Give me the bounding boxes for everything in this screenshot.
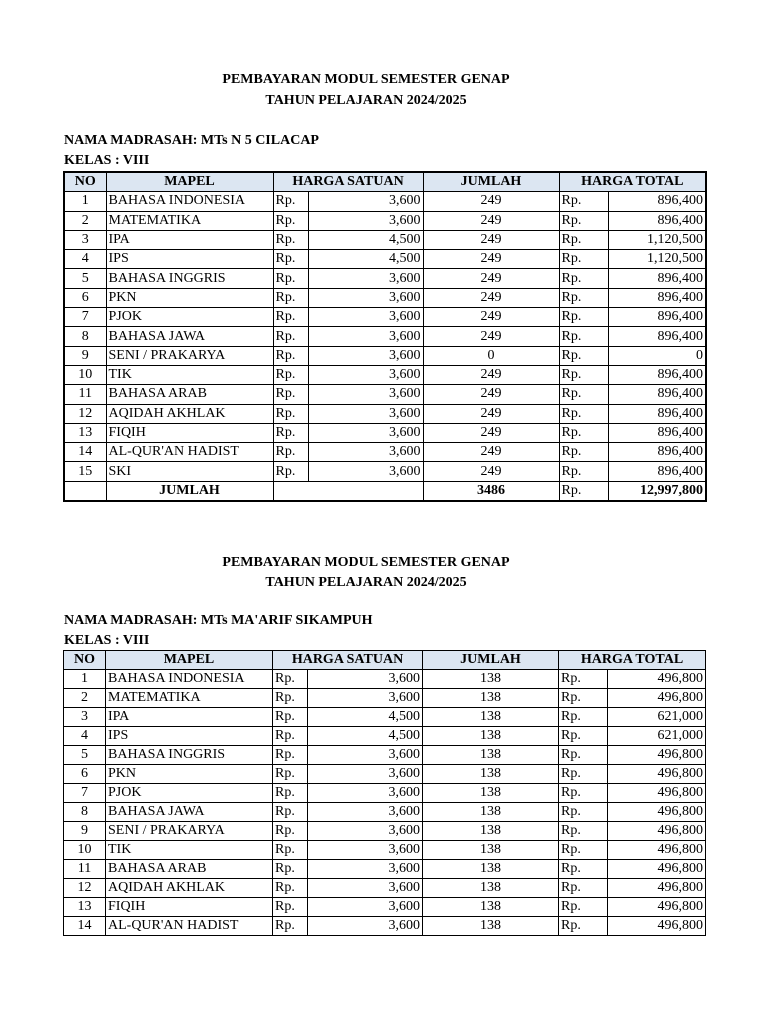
- row-harga-satuan: 3,600: [308, 327, 423, 346]
- row-harga-total: 1,120,500: [608, 230, 706, 249]
- section1-title-line1: PEMBAYARAN MODUL SEMESTER GENAP: [222, 72, 510, 87]
- row-total-currency: Rp.: [559, 211, 608, 230]
- table-row: [64, 784, 706, 803]
- row-harga-total: 496,800: [608, 898, 706, 917]
- row-harga-currency: Rp.: [273, 784, 308, 803]
- row-total-currency: Rp.: [559, 860, 608, 879]
- row-harga-total: 496,800: [608, 879, 706, 898]
- header-no: NO: [64, 172, 106, 192]
- row-mapel: BAHASA JAWA: [106, 803, 273, 822]
- row-harga-currency: Rp.: [273, 860, 308, 879]
- row-harga-total: 496,800: [608, 803, 706, 822]
- row-mapel: BAHASA INGGRIS: [106, 269, 273, 288]
- row-total-currency: Rp.: [559, 443, 608, 462]
- row-total-currency: Rp.: [559, 250, 608, 269]
- row-harga-satuan: 3,600: [308, 443, 423, 462]
- row-harga-currency: Rp.: [273, 689, 308, 708]
- table-row: [64, 404, 706, 423]
- row-mapel: BAHASA INDONESIA: [106, 192, 273, 211]
- row-harga-currency: Rp.: [273, 269, 308, 288]
- row-total-currency: Rp.: [559, 917, 608, 936]
- row-harga-total: 896,400: [608, 269, 706, 288]
- table-row: [64, 803, 706, 822]
- row-no: 15: [64, 462, 106, 481]
- row-total-currency: Rp.: [559, 308, 608, 327]
- table-row: [64, 860, 706, 879]
- row-total-currency: Rp.: [559, 879, 608, 898]
- row-harga-total: 496,800: [608, 822, 706, 841]
- row-total-currency: Rp.: [559, 822, 608, 841]
- row-harga-satuan: 3,600: [308, 746, 423, 765]
- header-harga-satuan: HARGA SATUAN: [273, 651, 423, 670]
- row-harga-satuan: 3,600: [308, 784, 423, 803]
- row-no: 11: [64, 385, 106, 404]
- row-jumlah: 138: [423, 670, 559, 689]
- row-harga-total: 896,400: [608, 288, 706, 307]
- row-mapel: FIQIH: [106, 898, 273, 917]
- row-mapel: IPA: [106, 708, 273, 727]
- row-jumlah: 249: [423, 269, 559, 288]
- row-no: 7: [64, 308, 106, 327]
- row-harga-total: 896,400: [608, 365, 706, 384]
- row-harga-currency: Rp.: [273, 423, 308, 442]
- table-row: [64, 670, 706, 689]
- row-harga-satuan: 3,600: [308, 404, 423, 423]
- row-jumlah: 138: [423, 879, 559, 898]
- header-mapel: MAPEL: [106, 651, 273, 670]
- total-row-harga-empty: [273, 481, 423, 501]
- row-harga-satuan: 3,600: [308, 308, 423, 327]
- row-jumlah: 249: [423, 211, 559, 230]
- row-jumlah: 249: [423, 308, 559, 327]
- row-harga-currency: Rp.: [273, 841, 308, 860]
- row-harga-currency: Rp.: [273, 708, 308, 727]
- row-harga-satuan: 3,600: [308, 689, 423, 708]
- row-no: 2: [64, 689, 106, 708]
- row-harga-satuan: 3,600: [308, 860, 423, 879]
- row-harga-currency: Rp.: [273, 385, 308, 404]
- row-jumlah: 249: [423, 404, 559, 423]
- row-jumlah: 249: [423, 443, 559, 462]
- row-no: 3: [64, 708, 106, 727]
- table-row: [64, 822, 706, 841]
- row-total-currency: Rp.: [559, 404, 608, 423]
- row-mapel: AQIDAH AKHLAK: [106, 879, 273, 898]
- row-no: 13: [64, 423, 106, 442]
- row-jumlah: 0: [423, 346, 559, 365]
- row-no: 10: [64, 365, 106, 384]
- row-harga-total: 896,400: [608, 462, 706, 481]
- total-row-label: JUMLAH: [106, 481, 273, 501]
- row-no: 1: [64, 670, 106, 689]
- row-harga-currency: Rp.: [273, 822, 308, 841]
- row-harga-currency: Rp.: [273, 365, 308, 384]
- row-harga-satuan: 3,600: [308, 879, 423, 898]
- row-harga-satuan: 3,600: [308, 288, 423, 307]
- row-harga-satuan: 3,600: [308, 841, 423, 860]
- row-total-currency: Rp.: [559, 708, 608, 727]
- row-jumlah: 138: [423, 784, 559, 803]
- row-no: 6: [64, 288, 106, 307]
- section1-payment-table: [63, 171, 707, 502]
- row-total-currency: Rp.: [559, 898, 608, 917]
- row-mapel: AQIDAH AKHLAK: [106, 404, 273, 423]
- row-harga-total: 896,400: [608, 385, 706, 404]
- row-jumlah: 138: [423, 803, 559, 822]
- row-mapel: TIK: [106, 841, 273, 860]
- section1-kelas-label: KELAS : VIII: [64, 153, 150, 168]
- row-total-currency: Rp.: [559, 784, 608, 803]
- row-harga-total: 496,800: [608, 784, 706, 803]
- row-harga-currency: Rp.: [273, 727, 308, 746]
- table-row: [64, 746, 706, 765]
- table-row: [64, 841, 706, 860]
- row-harga-satuan: 3,600: [308, 385, 423, 404]
- row-jumlah: 138: [423, 822, 559, 841]
- row-total-currency: Rp.: [559, 423, 608, 442]
- section1-title-line2: TAHUN PELAJARAN 2024/2025: [265, 93, 467, 108]
- row-harga-total: 1,120,500: [608, 250, 706, 269]
- row-harga-currency: Rp.: [273, 462, 308, 481]
- row-harga-total: 896,400: [608, 443, 706, 462]
- row-no: 8: [64, 803, 106, 822]
- row-harga-satuan: 3,600: [308, 670, 423, 689]
- row-no: 9: [64, 346, 106, 365]
- row-no: 3: [64, 230, 106, 249]
- row-harga-currency: Rp.: [273, 670, 308, 689]
- row-mapel: IPS: [106, 727, 273, 746]
- row-harga-satuan: 3,600: [308, 803, 423, 822]
- row-jumlah: 249: [423, 192, 559, 211]
- table-header-row: [64, 172, 706, 192]
- row-mapel: PJOK: [106, 784, 273, 803]
- table-row: [64, 423, 706, 442]
- header-harga-satuan: HARGA SATUAN: [273, 172, 423, 192]
- row-harga-satuan: 4,500: [308, 230, 423, 249]
- table-row: [64, 898, 706, 917]
- row-mapel: TIK: [106, 365, 273, 384]
- row-jumlah: 138: [423, 765, 559, 784]
- row-jumlah: 138: [423, 860, 559, 879]
- row-harga-currency: Rp.: [273, 746, 308, 765]
- row-mapel: AL-QUR'AN HADIST: [106, 917, 273, 936]
- row-no: 9: [64, 822, 106, 841]
- row-harga-satuan: 3,600: [308, 269, 423, 288]
- row-jumlah: 138: [423, 898, 559, 917]
- row-total-currency: Rp.: [559, 230, 608, 249]
- row-total-currency: Rp.: [559, 192, 608, 211]
- table-row: [64, 765, 706, 784]
- row-total-currency: Rp.: [559, 803, 608, 822]
- row-harga-satuan: 3,600: [308, 462, 423, 481]
- row-harga-currency: Rp.: [273, 192, 308, 211]
- row-harga-satuan: 3,600: [308, 423, 423, 442]
- section2-kelas-label: KELAS : VIII: [64, 633, 150, 648]
- row-no: 10: [64, 841, 106, 860]
- row-harga-currency: Rp.: [273, 327, 308, 346]
- row-jumlah: 138: [423, 708, 559, 727]
- table-row: [64, 250, 706, 269]
- row-total-currency: Rp.: [559, 462, 608, 481]
- total-row-jumlah: 3486: [423, 481, 559, 501]
- header-harga-total: HARGA TOTAL: [559, 651, 706, 670]
- row-mapel: IPA: [106, 230, 273, 249]
- row-mapel: BAHASA INDONESIA: [106, 670, 273, 689]
- row-mapel: BAHASA ARAB: [106, 385, 273, 404]
- row-total-currency: Rp.: [559, 269, 608, 288]
- row-total-currency: Rp.: [559, 670, 608, 689]
- row-harga-satuan: 4,500: [308, 708, 423, 727]
- row-no: 14: [64, 917, 106, 936]
- header-jumlah: JUMLAH: [423, 172, 559, 192]
- row-jumlah: 138: [423, 841, 559, 860]
- row-harga-satuan: 3,600: [308, 917, 423, 936]
- row-harga-satuan: 3,600: [308, 346, 423, 365]
- row-total-currency: Rp.: [559, 365, 608, 384]
- row-harga-total: 896,400: [608, 211, 706, 230]
- row-total-currency: Rp.: [559, 689, 608, 708]
- row-harga-total: 496,800: [608, 689, 706, 708]
- row-no: 4: [64, 250, 106, 269]
- row-mapel: SENI / PRAKARYA: [106, 346, 273, 365]
- row-total-currency: Rp.: [559, 346, 608, 365]
- row-total-currency: Rp.: [559, 727, 608, 746]
- table-header-row: [64, 651, 706, 670]
- row-no: 12: [64, 879, 106, 898]
- section2-title-line2: TAHUN PELAJARAN 2024/2025: [265, 575, 467, 590]
- row-harga-currency: Rp.: [273, 211, 308, 230]
- row-harga-total: 896,400: [608, 192, 706, 211]
- row-harga-currency: Rp.: [273, 879, 308, 898]
- row-harga-currency: Rp.: [273, 230, 308, 249]
- row-mapel: FIQIH: [106, 423, 273, 442]
- row-harga-currency: Rp.: [273, 803, 308, 822]
- row-total-currency: Rp.: [559, 288, 608, 307]
- row-jumlah: 249: [423, 250, 559, 269]
- row-mapel: BAHASA ARAB: [106, 860, 273, 879]
- row-jumlah: 249: [423, 230, 559, 249]
- table-row: [64, 308, 706, 327]
- row-jumlah: 249: [423, 288, 559, 307]
- row-harga-total: 621,000: [608, 708, 706, 727]
- total-row-empty: [64, 481, 106, 501]
- row-jumlah: 138: [423, 727, 559, 746]
- row-no: 5: [64, 746, 106, 765]
- row-harga-total: 896,400: [608, 327, 706, 346]
- row-no: 11: [64, 860, 106, 879]
- table-row: [64, 365, 706, 384]
- row-harga-satuan: 3,600: [308, 192, 423, 211]
- row-no: 5: [64, 269, 106, 288]
- row-no: 8: [64, 327, 106, 346]
- row-harga-currency: Rp.: [273, 250, 308, 269]
- section2-title-line1: PEMBAYARAN MODUL SEMESTER GENAP: [222, 555, 510, 570]
- row-total-currency: Rp.: [559, 746, 608, 765]
- row-mapel: PKN: [106, 765, 273, 784]
- row-no: 12: [64, 404, 106, 423]
- table-row: [64, 443, 706, 462]
- row-harga-satuan: 4,500: [308, 250, 423, 269]
- row-harga-currency: Rp.: [273, 765, 308, 784]
- table-row: [64, 385, 706, 404]
- row-harga-total: 496,800: [608, 670, 706, 689]
- row-total-currency: Rp.: [559, 765, 608, 784]
- row-mapel: MATEMATIKA: [106, 689, 273, 708]
- row-harga-satuan: 3,600: [308, 898, 423, 917]
- table-row: [64, 269, 706, 288]
- header-mapel: MAPEL: [106, 172, 273, 192]
- row-total-currency: Rp.: [559, 841, 608, 860]
- row-no: 4: [64, 727, 106, 746]
- row-no: 13: [64, 898, 106, 917]
- row-mapel: BAHASA INGGRIS: [106, 746, 273, 765]
- row-jumlah: 249: [423, 365, 559, 384]
- row-harga-total: 896,400: [608, 423, 706, 442]
- row-harga-currency: Rp.: [273, 288, 308, 307]
- row-total-currency: Rp.: [559, 327, 608, 346]
- row-harga-total: 496,800: [608, 746, 706, 765]
- row-jumlah: 249: [423, 327, 559, 346]
- total-row: [64, 481, 706, 501]
- table-row: [64, 346, 706, 365]
- row-jumlah: 249: [423, 385, 559, 404]
- row-mapel: AL-QUR'AN HADIST: [106, 443, 273, 462]
- row-harga-currency: Rp.: [273, 443, 308, 462]
- row-harga-total: 896,400: [608, 404, 706, 423]
- row-jumlah: 249: [423, 462, 559, 481]
- row-no: 1: [64, 192, 106, 211]
- row-mapel: IPS: [106, 250, 273, 269]
- section1-madrasah-label: NAMA MADRASAH: MTs N 5 CILACAP: [64, 133, 319, 148]
- row-harga-satuan: 4,500: [308, 727, 423, 746]
- table-row: [64, 879, 706, 898]
- row-harga-total: 496,800: [608, 860, 706, 879]
- row-no: 2: [64, 211, 106, 230]
- row-no: 14: [64, 443, 106, 462]
- row-harga-total: 621,000: [608, 727, 706, 746]
- row-mapel: PKN: [106, 288, 273, 307]
- row-mapel: BAHASA JAWA: [106, 327, 273, 346]
- row-no: 6: [64, 765, 106, 784]
- header-no: NO: [64, 651, 106, 670]
- row-harga-currency: Rp.: [273, 308, 308, 327]
- row-harga-total: 496,800: [608, 841, 706, 860]
- section2-payment-table: [63, 650, 706, 936]
- table-row: [64, 727, 706, 746]
- header-jumlah: JUMLAH: [423, 651, 559, 670]
- table-row: [64, 327, 706, 346]
- row-harga-currency: Rp.: [273, 898, 308, 917]
- row-harga-currency: Rp.: [273, 404, 308, 423]
- row-jumlah: 138: [423, 689, 559, 708]
- table-row: [64, 288, 706, 307]
- row-harga-currency: Rp.: [273, 346, 308, 365]
- total-row-total: 12,997,800: [608, 481, 706, 501]
- table-row: [64, 230, 706, 249]
- row-harga-total: 0: [608, 346, 706, 365]
- table-row: [64, 211, 706, 230]
- row-mapel: MATEMATIKA: [106, 211, 273, 230]
- section2-madrasah-label: NAMA MADRASAH: MTs MA'ARIF SIKAMPUH: [64, 613, 373, 628]
- row-harga-satuan: 3,600: [308, 211, 423, 230]
- table-row: [64, 708, 706, 727]
- table-row: [64, 917, 706, 936]
- row-mapel: PJOK: [106, 308, 273, 327]
- row-harga-satuan: 3,600: [308, 765, 423, 784]
- row-harga-total: 896,400: [608, 308, 706, 327]
- table-row: [64, 192, 706, 211]
- header-harga-total: HARGA TOTAL: [559, 172, 706, 192]
- table-row: [64, 462, 706, 481]
- row-harga-total: 496,800: [608, 765, 706, 784]
- row-mapel: SENI / PRAKARYA: [106, 822, 273, 841]
- row-total-currency: Rp.: [559, 385, 608, 404]
- table-row: [64, 689, 706, 708]
- row-harga-satuan: 3,600: [308, 822, 423, 841]
- row-no: 7: [64, 784, 106, 803]
- row-mapel: SKI: [106, 462, 273, 481]
- row-jumlah: 138: [423, 917, 559, 936]
- row-jumlah: 138: [423, 746, 559, 765]
- row-harga-total: 496,800: [608, 917, 706, 936]
- row-harga-satuan: 3,600: [308, 365, 423, 384]
- row-harga-currency: Rp.: [273, 917, 308, 936]
- total-row-currency: Rp.: [559, 481, 608, 501]
- row-jumlah: 249: [423, 423, 559, 442]
